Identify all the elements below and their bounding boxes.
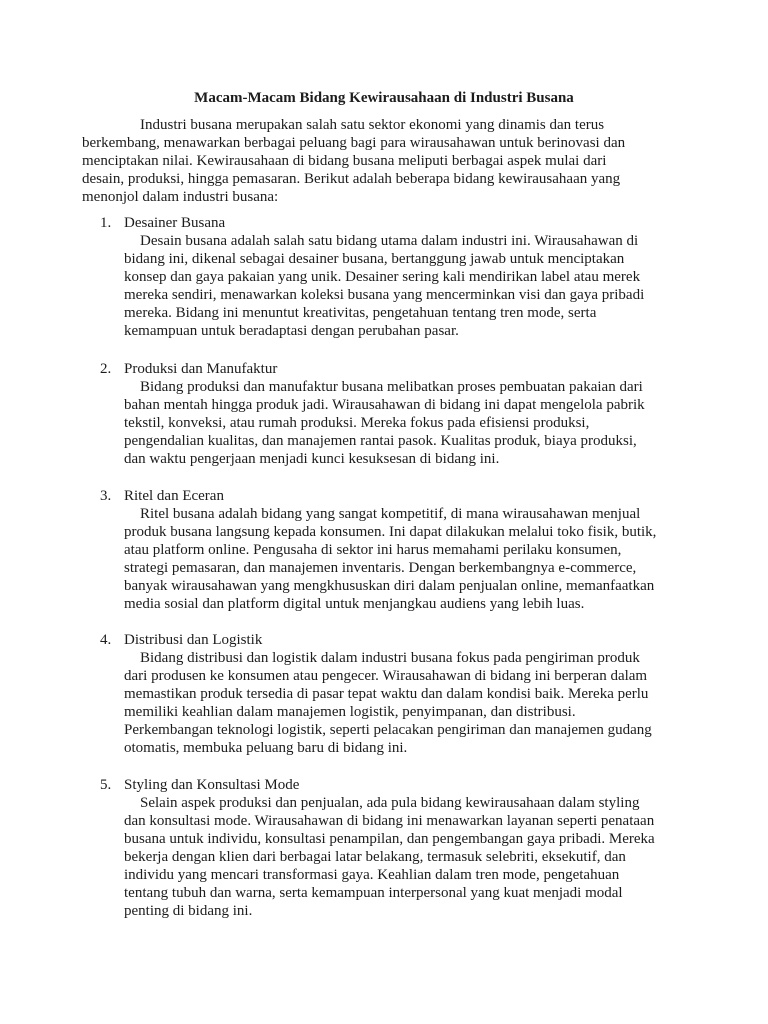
list-number: 1. [100,215,112,231]
list-item-heading: Styling dan Konsultasi Mode [124,777,300,793]
paragraph-line: Ritel busana adalah bidang yang sangat kompetitif, di mana wirausahawan menjual [140,506,641,522]
paragraph-line: memiliki keahlian dalam manajemen logistik, penyimpanan, dan distribusi. [124,704,576,720]
paragraph-line: kemampuan untuk beradaptasi dengan perubahan pasar. [124,323,459,339]
paragraph-line: bidang ini, dikenal sebagai desainer busana, bertanggung jawab untuk menciptakan [124,251,625,267]
paragraph-line: Desain busana adalah salah satu bidang utama dalam industri ini. Wirausahawan di [140,233,639,249]
list-item-heading: Produksi dan Manufaktur [124,361,278,377]
paragraph-line: memastikan produk tersedia di pasar tepat waktu dan dalam kondisi baik. Mereka perlu [124,686,649,702]
paragraph-line: bahan mentah hingga produk jadi. Wirausahawan di bidang ini dapat mengelola pabrik [124,397,645,413]
list-item-header [0,487,768,505]
paragraph-line: Selain aspek produksi dan penjualan, ada pula bidang kewirausahaan dalam styling [140,795,640,811]
paragraph-line: bekerja dengan klien dari berbagai latar belakang, termasuk selebriti, eksekutif, dan [124,849,626,865]
document-title: Macam-Macam Bidang Kewirausahaan di Industri Busana [194,90,574,106]
list-item-header [0,214,768,232]
paragraph-line: media sosial dan platform digital untuk menjangkau audiens yang lebih luas. [124,596,585,612]
paragraph-line: Perkembangan teknologi logistik, seperti pelacakan pengiriman dan manajemen gudang [124,722,652,738]
paragraph-line: konsep dan gaya pakaian yang unik. Desainer sering kali mendirikan label atau merek [124,269,641,285]
list-item-heading: Ritel dan Eceran [124,488,224,504]
paragraph-line: mereka. Bidang ini menuntut kreativitas, pengetahuan tentang tren mode, serta [124,305,597,321]
intro-paragraph [0,116,768,206]
paragraph-line: banyak wirausahawan yang mengkhususkan diri dalam penjualan online, memanfaatkan [124,578,655,594]
list-item-desainer-busana [0,214,768,340]
paragraph-line: busana untuk individu, konsultasi penampilan, dan pengembangan gaya pribadi. Mereka [124,831,655,847]
paragraph-line: pengendalian kualitas, dan manajemen rantai pasok. Kualitas produk, biaya produksi, [124,433,637,449]
paragraph-line: Bidang distribusi dan logistik dalam industri busana fokus pada pengiriman produk [140,650,640,666]
list-item-styling-dan-konsultasi-mode [0,776,768,920]
paragraph-line: menonjol dalam industri busana: [82,189,279,205]
list-item-ritel-dan-eceran [0,487,768,613]
paragraph-line: dan waktu pengerjaan menjadi kunci kesuksesan di bidang ini. [124,451,500,467]
list-item-header [0,631,768,649]
paragraph-line: dan konsultasi mode. Wirausahawan di bidang ini menawarkan layanan seperti penataan [124,813,655,829]
paragraph-line: penting di bidang ini. [124,903,253,919]
paragraph-line: otomatis, membuka peluang baru di bidang ini. [124,740,408,756]
paragraph-line: produk busana langsung kepada konsumen. Ini dapat dilakukan melalui toko fisik, butik, [124,524,657,540]
paragraph-line: menciptakan nilai. Kewirausahaan di bidang busana meliputi berbagai aspek mulai dari [82,153,607,169]
paragraph-line: desain, produksi, hingga pemasaran. Berikut adalah beberapa bidang kewirausahaan yang [82,171,621,187]
paragraph-line: Industri busana merupakan salah satu sektor ekonomi yang dinamis dan terus [140,117,605,133]
list-item-header [0,360,768,378]
list-number: 4. [100,632,112,648]
list-item-distribusi-dan-logistik [0,631,768,757]
list-item-heading: Distribusi dan Logistik [124,632,263,648]
paragraph-line: Bidang produksi dan manufaktur busana melibatkan proses pembuatan pakaian dari [140,379,643,395]
paragraph-line: tekstil, konveksi, atau rumah produksi. Mereka fokus pada efisiensi produksi, [124,415,590,431]
list-item-header [0,776,768,794]
list-number: 5. [100,777,112,793]
paragraph-line: mereka sendiri, menawarkan koleksi busana yang mencerminkan visi dan gaya pribadi [124,287,645,303]
list-item-heading: Desainer Busana [124,215,226,231]
paragraph-line: dari produsen ke konsumen atau pengecer. Wirausahawan di bidang ini berperan dalam [124,668,648,684]
paragraph-line: atau platform online. Pengusaha di sektor ini harus memahami perilaku konsumen, [124,542,622,558]
paragraph-line: tentang tubuh dan warna, serta kemampuan interpersonal yang kuat menjadi modal [124,885,623,901]
paragraph-line: individu yang mencari transformasi gaya. Keahlian dalam tren mode, pengetahuan [124,867,620,883]
paragraph-line: strategi pemasaran, dan manajemen inventaris. Dengan berkembangnya e-commerce, [124,560,637,576]
list-number: 3. [100,488,112,504]
paragraph-line: berkembang, menawarkan berbagai peluang bagi para wirausahawan untuk berinovasi dan [82,135,626,151]
list-item-produksi-dan-manufaktur [0,360,768,468]
list-number: 2. [100,361,112,377]
